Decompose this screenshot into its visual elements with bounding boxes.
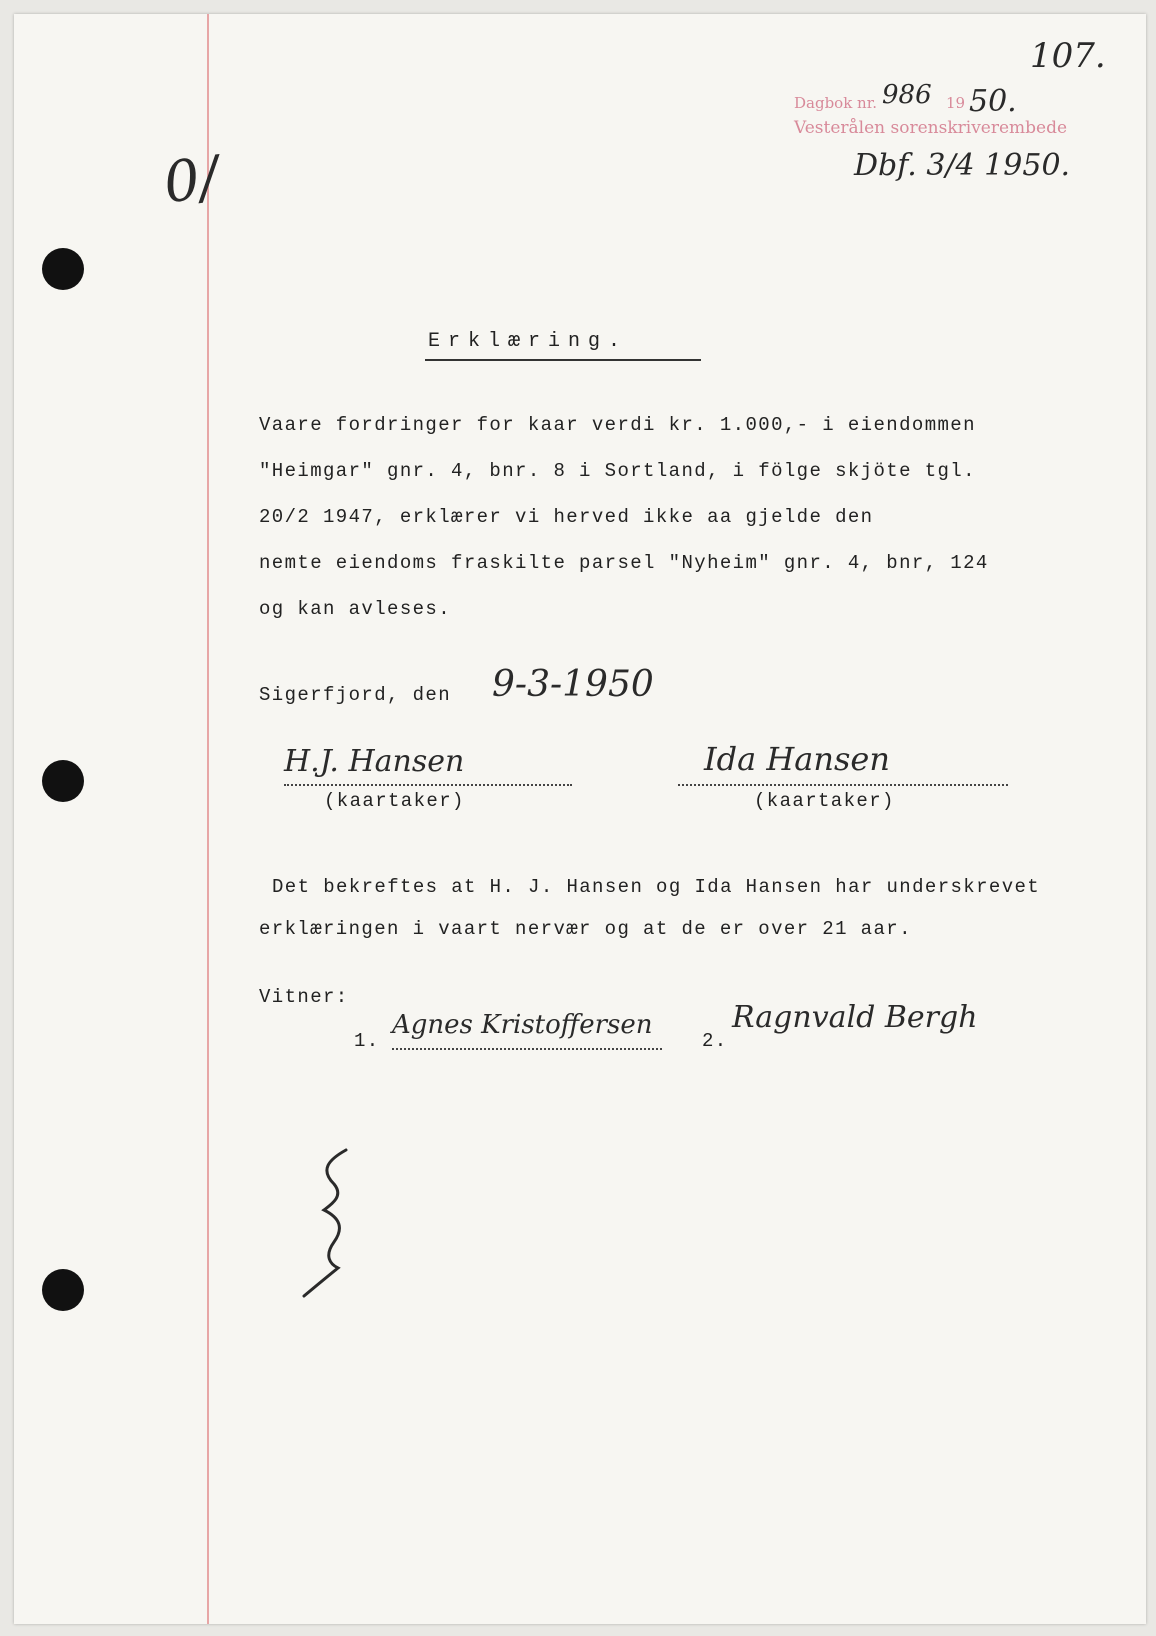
place-label: Sigerfjord, den bbox=[259, 684, 452, 706]
witness-line bbox=[392, 1048, 662, 1050]
squiggle-mark bbox=[294, 1144, 384, 1304]
margin-line bbox=[207, 14, 209, 1624]
witness-number: 1. bbox=[354, 1030, 380, 1052]
body-line: "Heimgar" gnr. 4, bnr. 8 i Sortland, i fölge skjöte tgl. bbox=[259, 460, 976, 482]
punch-hole bbox=[42, 760, 84, 802]
signature-right: Ida Hansen bbox=[704, 740, 890, 778]
body-line: og kan avleses. bbox=[259, 598, 452, 620]
title-underline bbox=[425, 359, 701, 361]
signature-line-right bbox=[678, 784, 1008, 786]
signature-left: H.J. Hansen bbox=[284, 744, 465, 779]
document-title: Erklæring. bbox=[428, 330, 629, 353]
signature-role-left: (kaartaker) bbox=[324, 790, 465, 812]
body-line: nemte eiendoms fraskilte parsel "Nyheim" gnr. 4, bnr, 124 bbox=[259, 552, 989, 574]
document-page bbox=[14, 14, 1146, 1624]
witness-signature: Agnes Kristoffersen bbox=[392, 1010, 653, 1040]
signed-date: 9-3-1950 bbox=[492, 664, 654, 705]
year-handwritten: 50. bbox=[969, 84, 1017, 119]
body-line: 20/2 1947, erklærer vi herved ikke aa gjelde den bbox=[259, 506, 874, 528]
margin-mark: 0/ bbox=[159, 144, 223, 217]
registration-date: Dbf. 3/4 1950. bbox=[854, 148, 1071, 183]
punch-hole bbox=[42, 248, 84, 290]
witness-signature: Ragnvald Bergh bbox=[732, 1000, 978, 1035]
confirm-line: Det bekreftes at H. J. Hansen og Ida Hansen har underskrevet bbox=[272, 876, 1041, 898]
page-number: 107. bbox=[1030, 36, 1106, 76]
year-printed: 19 bbox=[946, 94, 966, 112]
signature-role-right: (kaartaker) bbox=[754, 790, 895, 812]
dagbok-label: Dagbok nr. bbox=[794, 94, 878, 112]
office-stamp: Vesterålen sorenskriverembede bbox=[794, 118, 1068, 138]
witnesses-label: Vitner: bbox=[259, 986, 349, 1008]
confirm-line: erklæringen i vaart nervær og at de er over 21 aar. bbox=[259, 918, 912, 940]
punch-hole bbox=[42, 1269, 84, 1311]
witness-number: 2. bbox=[702, 1030, 728, 1052]
signature-line-left bbox=[284, 784, 572, 786]
dagbok-number: 986 bbox=[882, 80, 932, 110]
body-line: Vaare fordringer for kaar verdi kr. 1.000,- i eiendommen bbox=[259, 414, 976, 436]
